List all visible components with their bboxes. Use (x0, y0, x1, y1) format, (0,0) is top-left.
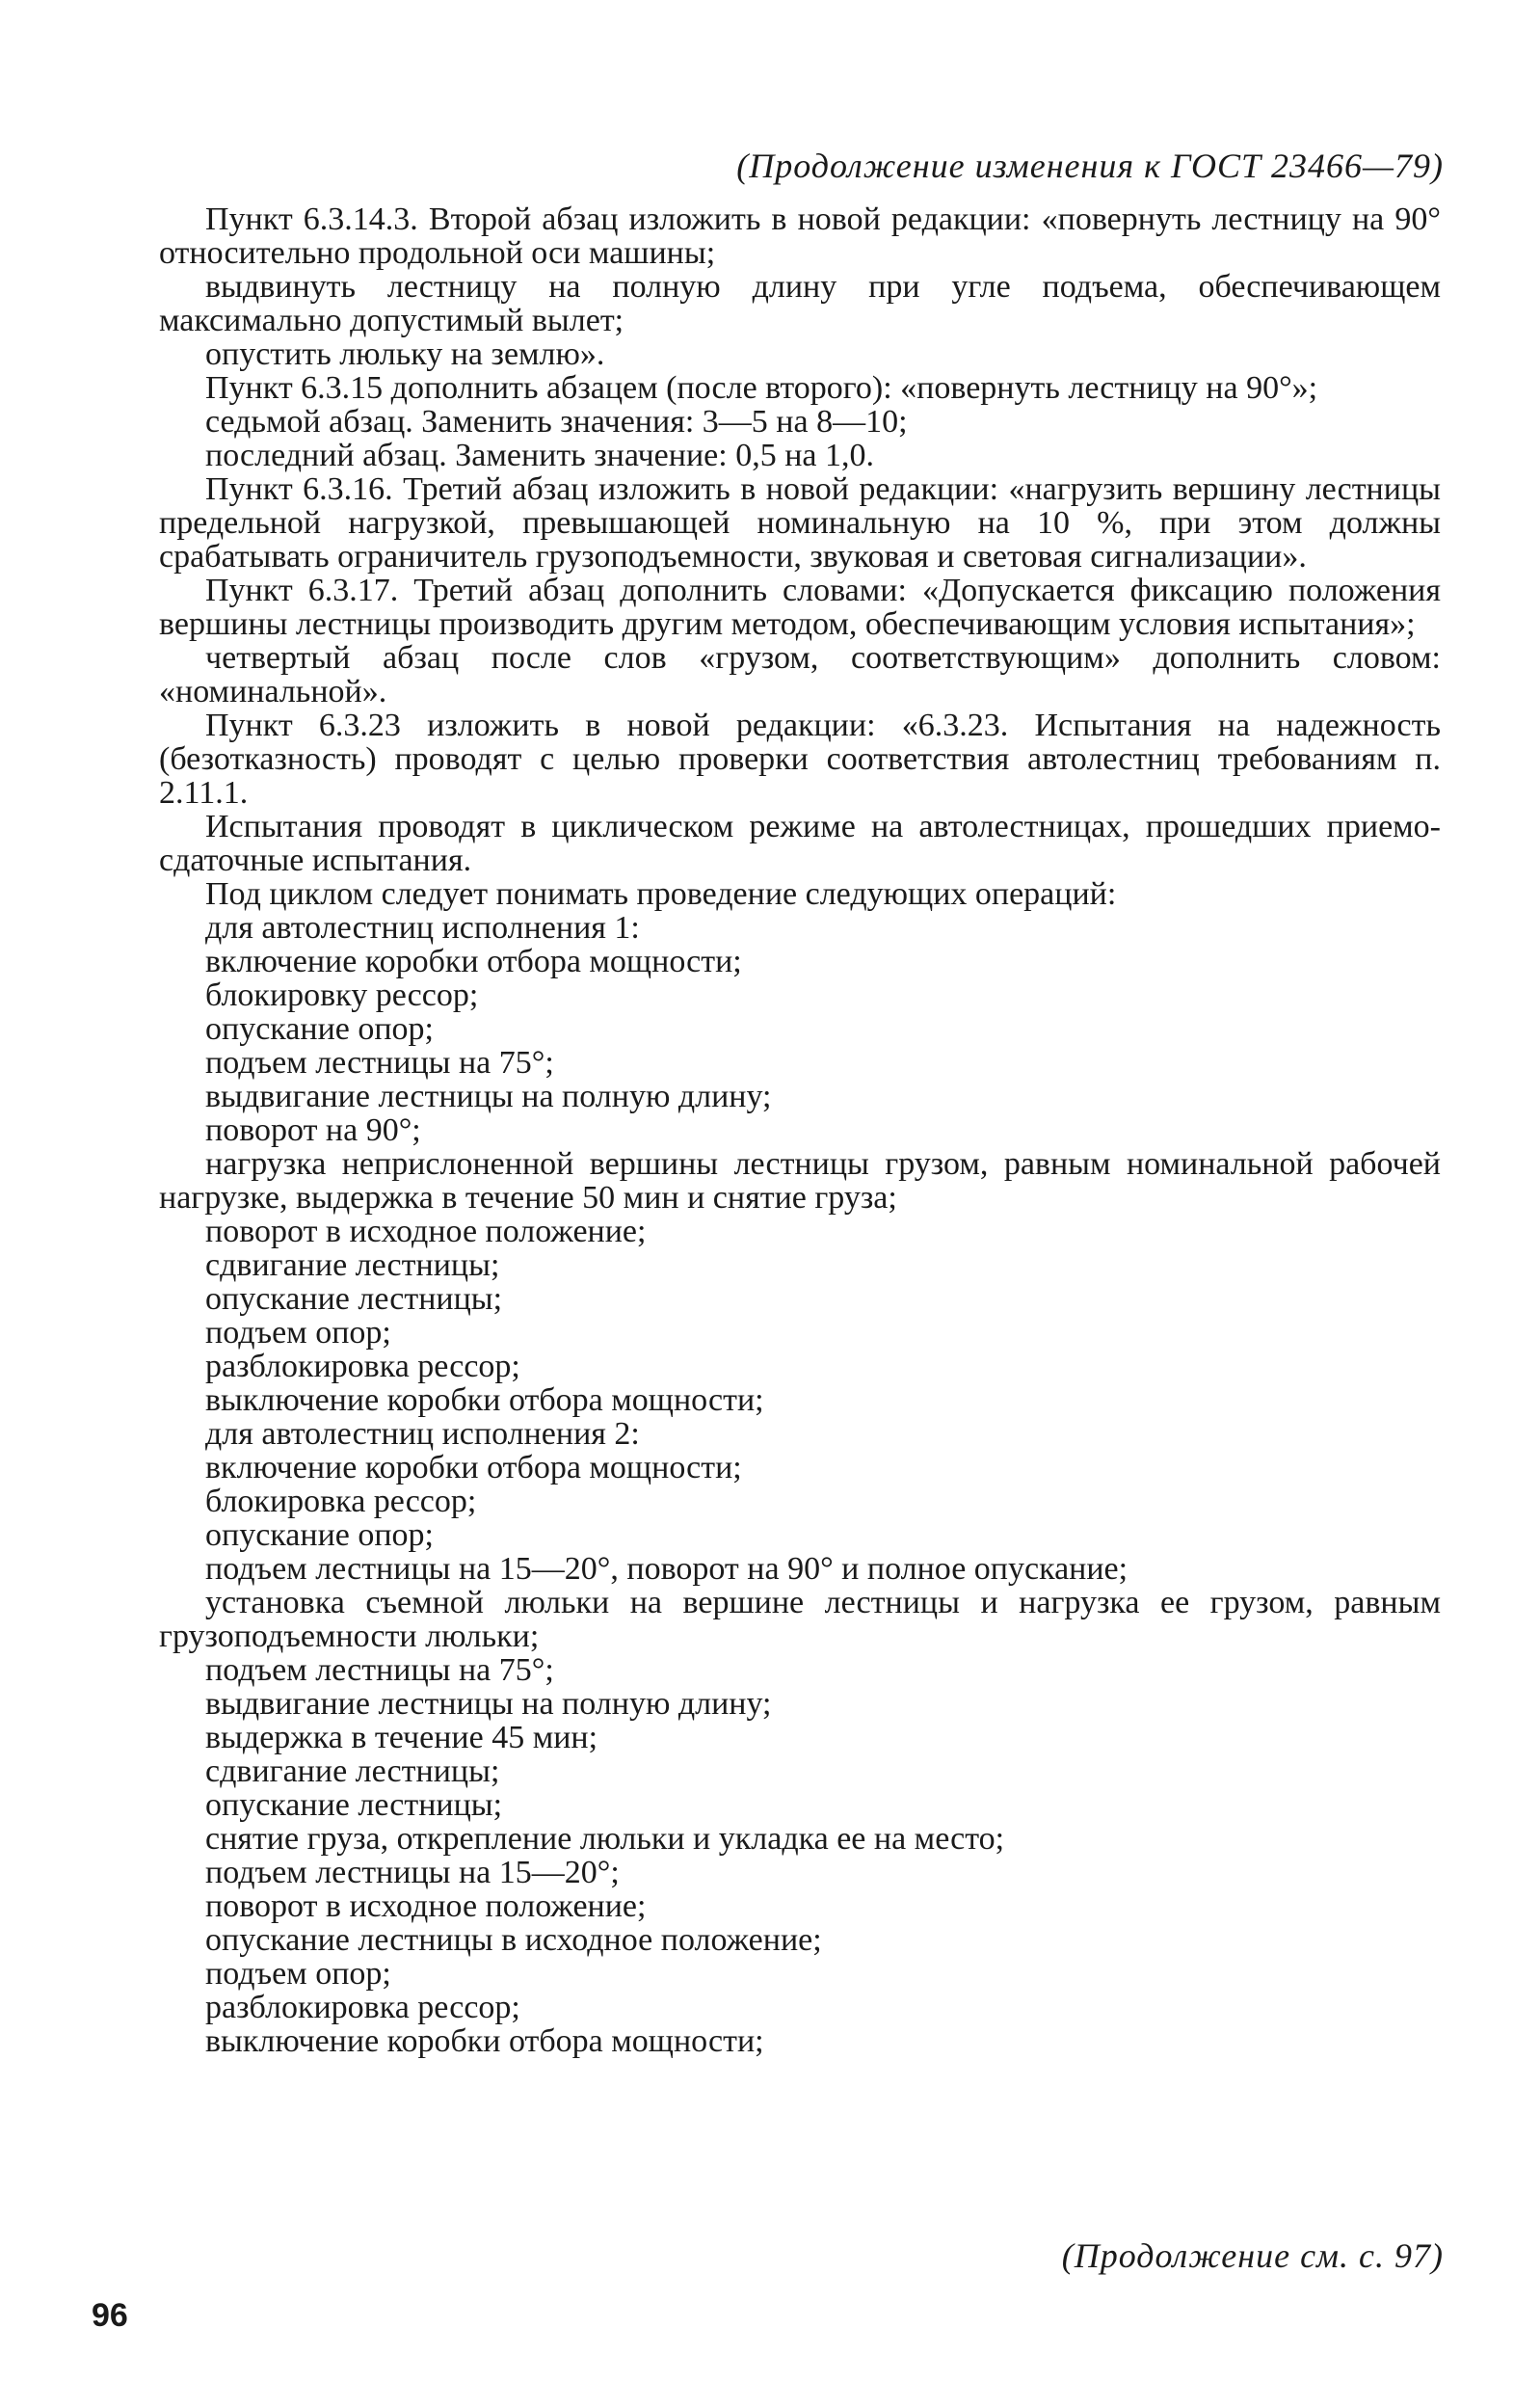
page-number: 96 (92, 2297, 128, 2334)
paragraph: Испытания проводят в циклическом режиме на автолестницах, прошедших приемо-сдаточные испытания. (159, 809, 1441, 878)
list-item: сдвигание лестницы; (205, 1753, 500, 1789)
list-item: разблокировка рессор; (205, 1990, 520, 2025)
list-item: выключение коробки отбора мощности; (205, 1382, 764, 1418)
running-header: (Продолжение изменения к ГОСТ 23466—79) (736, 147, 1444, 185)
list-item: нагрузка неприслоненной вершины лестницы грузом, равным номинальной рабочей нагрузке, выдержка в течение 50 мин и снятие груза; (159, 1146, 1441, 1216)
list-item: выдвигание лестницы на полную длину; (205, 1079, 772, 1114)
list-item: опускание лестницы в исходное положение; (205, 1922, 822, 1958)
paragraph: Пункт 6.3.17. Третий абзац дополнить словами: «Допускается фиксацию положения вершины лестницы производить другим методом, обеспечивающим условия испытания»; (159, 573, 1441, 642)
list-item: подъем опор; (205, 1956, 391, 1992)
list-item: опускание лестницы; (205, 1787, 503, 1823)
list-item: подъем лестницы на 75°; (205, 1652, 554, 1688)
list-item: опускание опор; (205, 1517, 435, 1553)
list-item: опускание опор; (205, 1011, 435, 1047)
paragraph: опустить люльку на землю». (205, 336, 605, 372)
paragraph: Пункт 6.3.15 дополнить абзацем (после второго): «повернуть лестницу на 90°»; (205, 370, 1318, 406)
document-body (159, 202, 1441, 2058)
list-item: сдвигание лестницы; (205, 1247, 500, 1283)
list-item: для автолестниц исполнения 1: (205, 910, 640, 946)
paragraph: последний абзац. Заменить значение: 0,5 на 1,0. (205, 438, 874, 473)
list-item: выдержка в течение 45 мин; (205, 1720, 598, 1755)
list-item: снятие груза, открепление люльки и укладка ее на место; (205, 1821, 1005, 1857)
list-item: разблокировка рессор; (205, 1349, 520, 1384)
paragraph: четвертый абзац после слов «грузом, соответствующим» дополнить словом: «номинальной». (159, 640, 1441, 709)
list-item: опускание лестницы; (205, 1281, 503, 1317)
list-item: установка съемной люльки на вершине лестницы и нагрузка ее грузом, равным грузоподъемности люльки; (159, 1585, 1441, 1654)
list-item: подъем опор; (205, 1315, 391, 1351)
paragraph: Под циклом следует понимать проведение следующих операций: (205, 876, 1117, 912)
paragraph: Пункт 6.3.14.3. Второй абзац изложить в новой редакции: «повернуть лестницу на 90° относительно продольной оси машины; (159, 201, 1441, 271)
list-item: поворот на 90°; (205, 1112, 421, 1148)
list-item: подъем лестницы на 15—20°; (205, 1855, 620, 1890)
list-item: блокировку рессор; (205, 977, 479, 1013)
list-item: включение коробки отбора мощности; (205, 944, 742, 979)
list-item: поворот в исходное положение; (205, 1888, 647, 1924)
list-item: выключение коробки отбора мощности; (205, 2023, 764, 2059)
list-item: включение коробки отбора мощности; (205, 1450, 742, 1485)
continuation-note: (Продолжение см. с. 97) (1061, 2236, 1444, 2275)
list-item: выдвигание лестницы на полную длину; (205, 1686, 772, 1722)
paragraph: выдвинуть лестницу на полную длину при угле подъема, обеспечивающем максимально допустимый вылет; (159, 269, 1441, 338)
list-item: подъем лестницы на 75°; (205, 1045, 554, 1081)
list-item: блокировка рессор; (205, 1484, 477, 1519)
paragraph: Пункт 6.3.23 изложить в новой редакции: «6.3.23. Испытания на надежность (безотказность) проводят с целью проверки соответствия автолестниц требованиям п. 2.11.1. (159, 708, 1441, 811)
paragraph: Пункт 6.3.16. Третий абзац изложить в новой редакции: «нагрузить вершину лестницы предельной нагрузкой, превышающей номинальную на 10 %, при этом должны срабатывать ограничитель грузоподъемности, звуковая и световая сигнализации». (159, 471, 1441, 575)
list-item: поворот в исходное положение; (205, 1214, 647, 1249)
paragraph: седьмой абзац. Заменить значения: 3—5 на 8—10; (205, 404, 908, 440)
list-item: для автолестниц исполнения 2: (205, 1416, 640, 1452)
list-item: подъем лестницы на 15—20°, поворот на 90° и полное опускание; (205, 1551, 1128, 1587)
